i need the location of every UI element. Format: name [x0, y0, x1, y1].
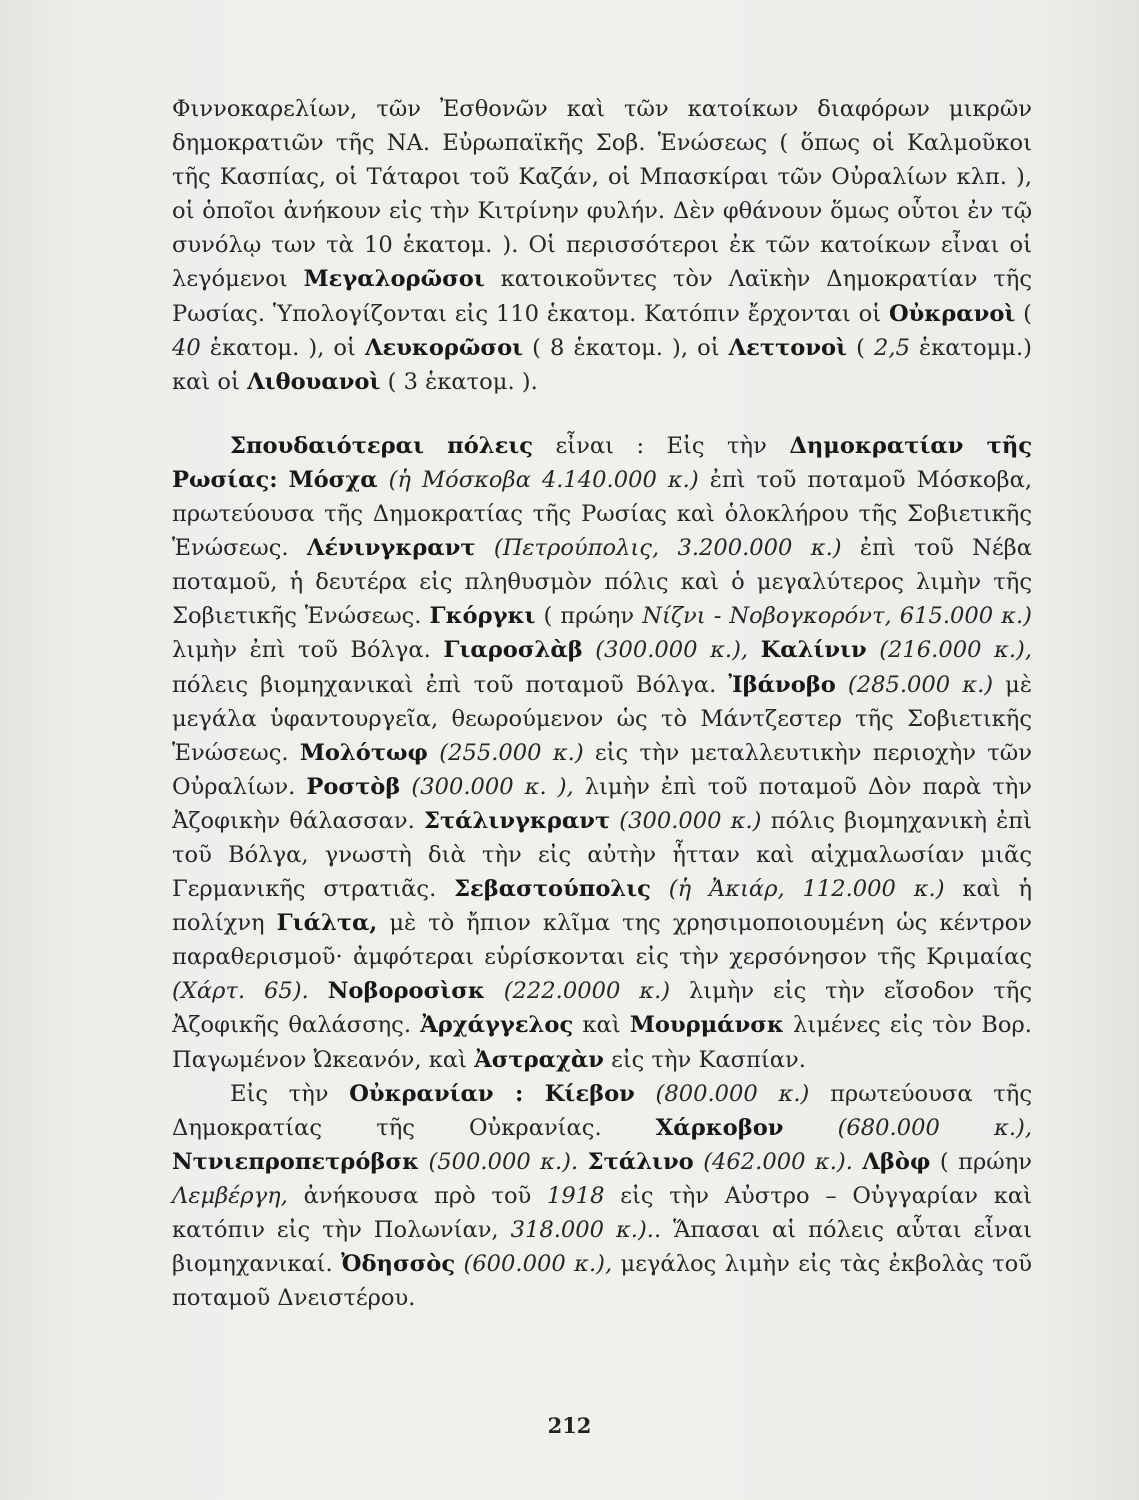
italic-figure: Νίζνι - Νοβογκορόντ, 615.000 κ.): [642, 603, 1032, 630]
bold-term: Στάλινγκραντ: [423, 807, 611, 834]
page-number: 212: [547, 1413, 592, 1438]
bold-term: Μόσχα: [288, 466, 378, 493]
text-run: . Ἅπασαι αἱ πόλεις αὗται εἶναι βιομηχανικαί.: [172, 1217, 1032, 1278]
bold-term: Οὐκρανίαν : Κίεβον: [349, 1080, 635, 1107]
text-run: (: [847, 334, 875, 361]
bold-term: Δημοκρατίαν τῆς Ρωσίας:: [172, 432, 1032, 493]
text-run: λιμὴν ἐπὶ τοῦ Βόλγα.: [172, 637, 444, 664]
bold-term: Γιαροσλὰβ: [443, 637, 583, 664]
bold-term: Μουρμάνσκ: [629, 1012, 784, 1039]
text-run: ( 8 ἑκατομ. ), οἱ: [523, 334, 729, 361]
italic-figure: (Χάρτ. 65).: [172, 978, 309, 1005]
italic-figure: (222.0000 κ.): [484, 978, 671, 1005]
paragraph-population: [172, 92, 1032, 399]
text-run: λιμὴν ἐπὶ τοῦ ποταμοῦ Δὸν παρὰ τὴν Ἀζοφικὴν θάλασσαν.: [172, 773, 1032, 834]
text-run: ἐπὶ τοῦ Νέβα ποταμοῦ, ἡ δευτέρα εἰς πληθυσμὸν πόλις καὶ ὁ μεγαλύτερος λιμὴν τῆς Σοβιετικῆς Ἑνώσεως.: [172, 535, 1032, 630]
text-run: ἀνήκουσα πρὸ τοῦ: [287, 1182, 548, 1209]
text-run: πόλεις βιομηχανικαὶ ἐπὶ τοῦ ποταμοῦ Βόλγα.: [172, 671, 729, 698]
bold-term: Ροστὸβ: [306, 773, 401, 800]
text-run: ( πρώην: [535, 603, 643, 630]
italic-figure: (255.000 κ.): [428, 739, 584, 766]
text-run: μὲ τὸ ἤπιον κλῖμα της χρησιμοποιουμένη ὡς κέντρον παραθερισμοῦ· ἀμφότεραι εὑρίσκονται εἰς τὴν χερσόνησον τῆς Κριμαίας: [172, 910, 1032, 971]
bold-term: Γιάλτα,: [276, 910, 378, 937]
bold-term: Μολότωφ: [299, 739, 428, 766]
italic-figure: (462.000 κ.).: [693, 1148, 853, 1175]
bold-term: Νοβοροσὶσκ: [327, 978, 485, 1005]
paragraph-cities-russia: [172, 429, 1032, 1077]
text-run: πρωτεύουσα τῆς Δημοκρατίας τῆς Οὐκρανίας.: [172, 1080, 1032, 1141]
italic-figure: (216.000 κ.),: [866, 637, 1033, 664]
text-run: [309, 978, 328, 1004]
text-run: καὶ ἡ πολίχνη: [172, 876, 1032, 937]
bold-term: Ὀδησσὸς: [341, 1251, 456, 1278]
bold-term: Ἰβάνοβο: [728, 671, 836, 698]
italic-figure: (500.000 κ.).: [419, 1148, 579, 1175]
text-run: λιμένες εἰς τὸν Βορ. Παγωμένον Ὠκεανόν, καὶ: [172, 1012, 1032, 1073]
text-run: εἰς τὴν μεταλλευτικὴν περιοχὴν τῶν Οὐραλίων.: [172, 739, 1032, 800]
text-run: λιμὴν εἰς τὴν εἴσοδον τῆς Ἀζοφικῆς θαλάσσης.: [172, 978, 1032, 1039]
bold-term: Λεττονοὶ: [728, 334, 848, 361]
text-run: ἑκατομ. ), οἱ: [200, 334, 365, 361]
italic-figure: 2,5: [874, 334, 910, 361]
bold-term: Μεγαλορῶσοι: [303, 266, 485, 293]
text-run: ἑκατομμ.) καὶ οἱ: [172, 334, 1032, 395]
bold-term: Ἀρχάγγελος: [420, 1012, 574, 1039]
text-run: πόλις βιομηχανικὴ ἐπὶ τοῦ Βόλγα, γνωστὴ διὰ τὴν εἰς αὐτὴν ἧτταν καὶ αἰχμαλωσίαν μιᾶς Γερμανικῆς στρατιᾶς.: [172, 807, 1032, 903]
italic-figure: (600.000 κ.),: [455, 1251, 613, 1278]
text-run: Εἰς τὴν: [230, 1080, 350, 1107]
text-run: κατοικοῦντες τὸν Λαϊκὴν Δημοκρατίαν τῆς Ρωσίας. Ὑπολογίζονται εἰς 110 ἑκατομ. Κατόπιν ἔρχονται οἱ: [172, 266, 1032, 327]
italic-figure: (Πετρούπολις, 3.200.000 κ.): [475, 535, 842, 562]
text-run: ( πρώην: [930, 1148, 1032, 1175]
bold-term: Λένινγκραντ: [306, 535, 476, 562]
bold-term: Σεβαστούπολις: [454, 876, 651, 903]
italic-figure: (300.000 κ. ),: [400, 773, 574, 800]
italic-figure: Λεμβέργη,: [172, 1182, 288, 1209]
text-run: ( 3 ἑκατομ. ).: [380, 368, 538, 395]
text-run: εἰς τὴν Αὐστρο – Οὐγγαρίαν καὶ κατόπιν εἰς τὴν Πολωνίαν,: [172, 1182, 1032, 1243]
bold-term: Χάρκοβον: [655, 1114, 784, 1141]
text-run: ἐπὶ τοῦ ποταμοῦ Μόσκοβα, πρωτεύουσα τῆς Δημοκρατίας τῆς Ρωσίας καὶ ὁλοκλήρου τῆς Σοβιετικῆς Ἑνώσεως.: [172, 466, 1033, 562]
text-run: Φιννοκαρελίων, τῶν Ἐσθονῶν καὶ τῶν κατοίκων διαφόρων μικρῶν δημοκρατιῶν τῆς ΝΑ. Εὐρωπαϊκῆς Σοβ. Ἑνώσεως ( ὅπως οἱ Καλμοῦκοι τῆς Κασπίας, οἱ Τάταροι τοῦ Καζάν, οἱ Μπασκίραι τῶν Οὐραλίων κλπ. ), οἱ ὁποῖοι ἀνήκουν εἰς τὴν Κιτρίνην φυλήν. Δὲν φθάνουν ὅμως οὗτοι ἐν τῷ συνόλῳ των τὰ 10 ἑκατομ. ). Οἱ περισσότεροι ἐκ τῶν κατοίκων εἶναι οἱ λεγόμενοι: [172, 96, 1032, 293]
italic-figure: 1918: [547, 1182, 605, 1209]
italic-figure: (300.000 κ.): [610, 807, 762, 834]
text-run: [748, 637, 761, 663]
text-run: [853, 1149, 862, 1175]
italic-figure: 318.000 κ.).: [510, 1217, 654, 1243]
bold-term: Καλίνιν: [760, 637, 867, 664]
paragraph-cities-ukraine: [172, 1077, 1032, 1316]
text-run: (: [1015, 300, 1032, 327]
italic-figure: (ἡ Ἀκιάρ, 112.000 κ.): [650, 876, 945, 903]
bold-term: Στάλινο: [587, 1148, 694, 1175]
bold-term: Λευκορῶσοι: [364, 334, 524, 361]
bold-term: Λβὸφ: [862, 1148, 931, 1175]
italic-figure: (680.000 κ.),: [783, 1114, 1032, 1141]
italic-figure: (300.000 κ.),: [582, 637, 749, 664]
text-run: [578, 1149, 587, 1175]
text-run: εἰς τὴν Κασπίαν.: [603, 1046, 806, 1073]
bold-term: Ντνιεπροπετρόβσκ: [172, 1148, 419, 1175]
bold-term: Ἀστραχὰν: [474, 1046, 604, 1073]
text-run: [278, 467, 289, 493]
bold-term: Λιθουανοὶ: [247, 368, 381, 395]
text-run: μεγάλος λιμὴν εἰς τὰς ἐκβολὰς τοῦ ποταμοῦ Δνειστέρου.: [172, 1251, 1032, 1312]
text-run: καὶ: [573, 1012, 630, 1039]
body-text: [172, 92, 1032, 1315]
text-run: μὲ μεγάλα ὑφαντουργεῖα, θεωρούμενον ὡς τὸ Μάντζεστερ τῆς Σοβιετικῆς Ἑνώσεως.: [172, 671, 1032, 766]
italic-figure: 40: [172, 334, 201, 361]
italic-figure: (285.000 κ.): [835, 671, 994, 698]
bold-term: Σπουδαιότεραι πόλεις: [230, 432, 534, 459]
bold-term: Οὐκρανοὶ: [888, 300, 1016, 327]
italic-figure: (ἡ Μόσκοβα 4.140.000 κ.): [377, 466, 699, 493]
italic-figure: (800.000 κ.): [634, 1080, 810, 1107]
text-run: εἶναι : Εἰς τὴν: [533, 432, 790, 459]
bold-term: Γκόργκι: [429, 603, 536, 630]
